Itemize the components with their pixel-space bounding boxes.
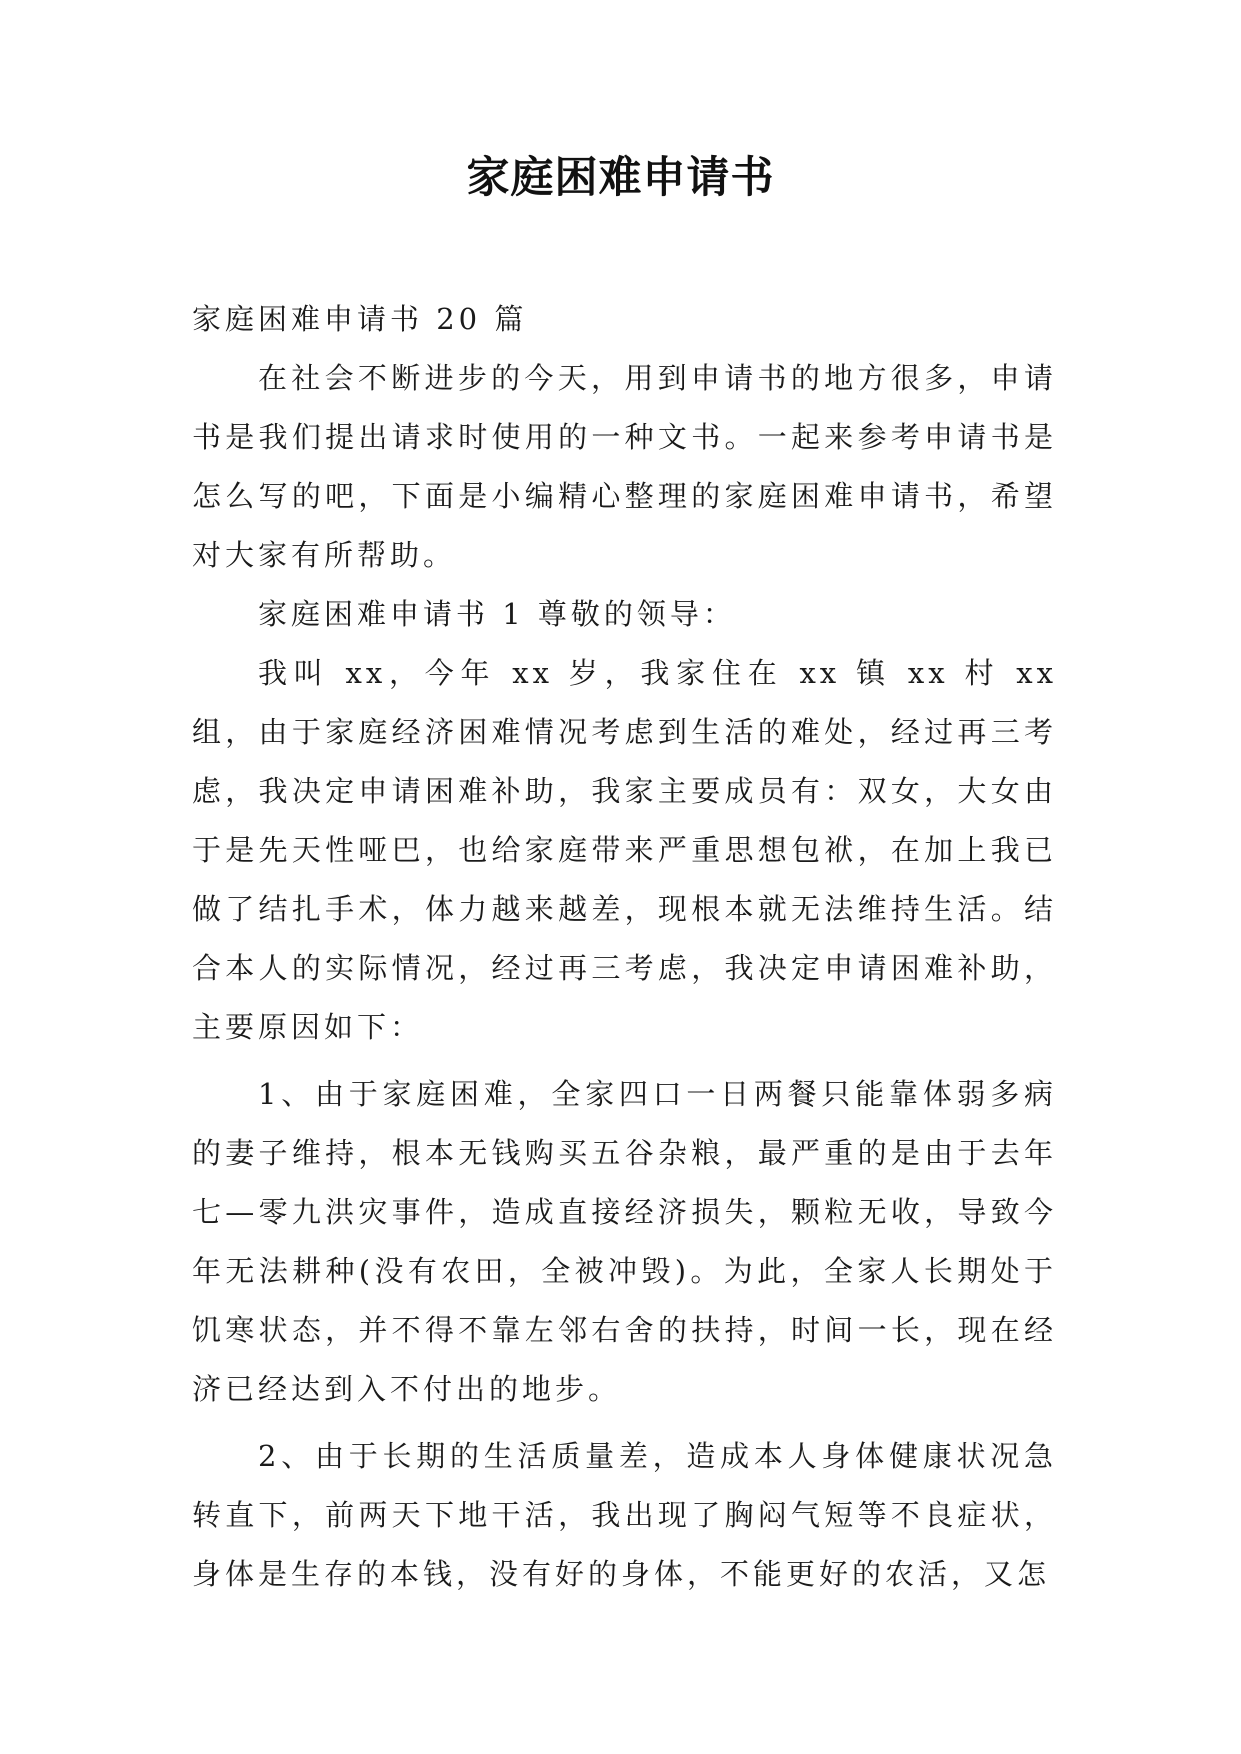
body-paragraph: 我叫 xx，今年 xx 岁，我家住在 xx 镇 xx 村 xx 组，由于家庭经济困难情况考虑到生活的难处，经过再三考虑，我决定申请困难补助，我家主要成员有：双女，大女由于是先天性哑巴，也给家庭带来严重思想包袱，在加上我已做了结扎手术，体力越来越差，现根本就无法维持生活。结合本人的实际情况，经过再三考虑，我决定申请困难补助，主要原因如下： <box>192 656 1057 1044</box>
document-title: 家庭困难申请书 <box>466 153 775 203</box>
reason-paragraph-1: 1、由于家庭困难，全家四口一日两餐只能靠体弱多病的妻子维持，根本无钱购买五谷杂粮，最严重的是由于去年七—零九洪灾事件，造成直接经济损失，颗粒无收，导致今年无法耕种(没有农田，全被冲毁)。为此，全家人长期处于饥寒状态，并不得不靠左邻右舍的扶持，时间一长，现在经济已经达到入不付出的地步。 <box>192 1077 1057 1406</box>
salutation-paragraph: 家庭困难申请书 1 尊敬的领导： <box>258 597 736 631</box>
reason-paragraph-2: 2、由于长期的生活质量差，造成本人身体健康状况急转直下，前两天下地干活，我出现了胸闷气短等不良症状，身体是生存的本钱，没有好的身体，不能更好的农活，又怎 <box>192 1439 1057 1591</box>
subtitle-paragraph: 家庭困难申请书 20 篇 <box>192 302 528 336</box>
intro-paragraph: 在社会不断进步的今天，用到申请书的地方很多，申请书是我们提出请求时使用的一种文书。一起来参考申请书是怎么写的吧，下面是小编精心整理的家庭困难申请书，希望对大家有所帮助。 <box>192 361 1057 572</box>
document-body <box>192 290 1057 1604</box>
